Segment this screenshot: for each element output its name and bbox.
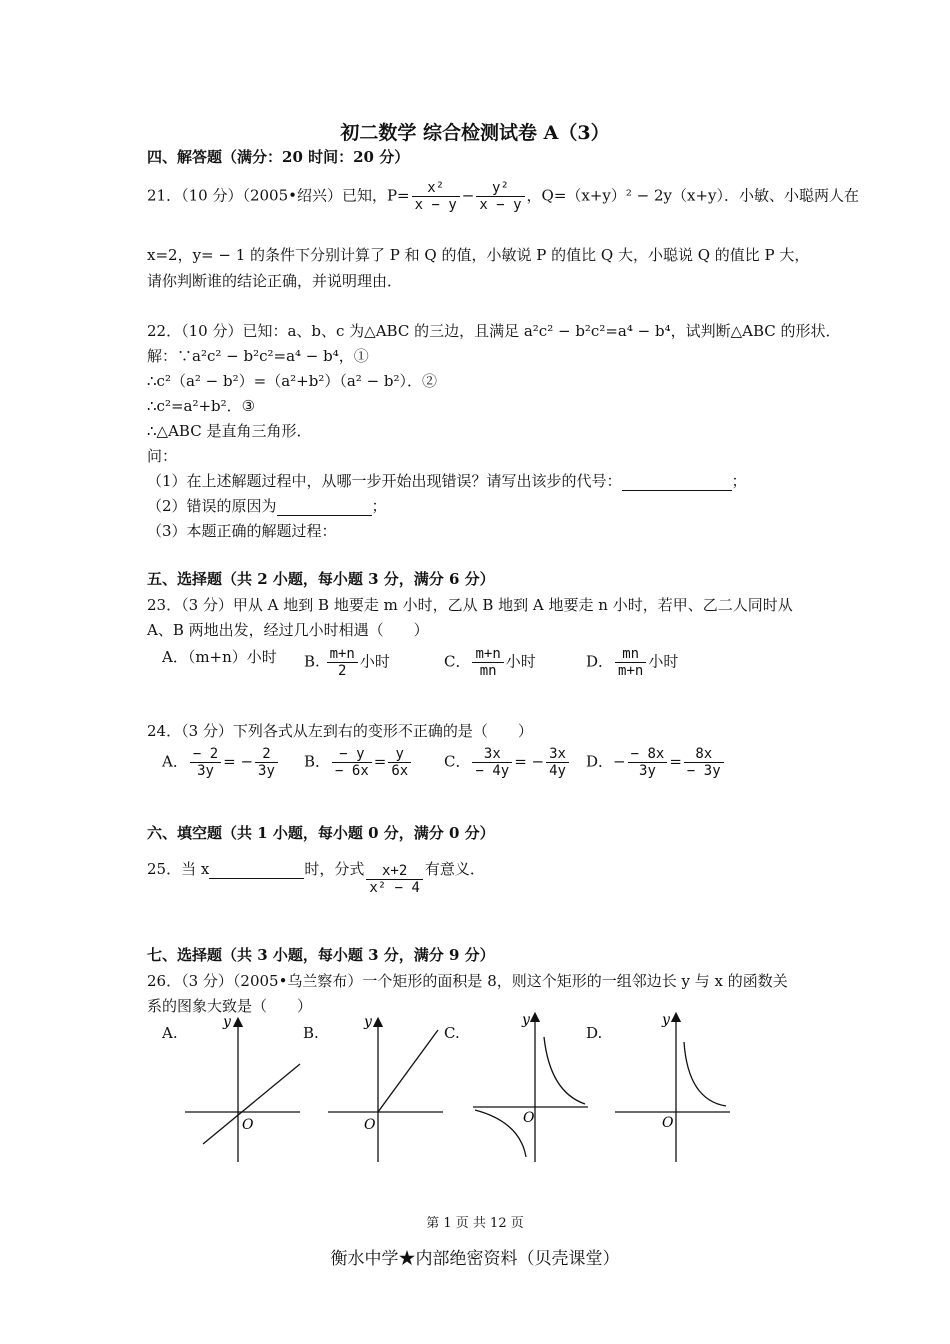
q23-c-fraction [472,646,503,679]
section-6-heading: 六、填空题（共 1 小题，每小题 0 分，满分 0 分） [147,824,495,842]
q21-minus: − [461,186,475,205]
q24-c2-den: 4y [549,763,566,779]
q26-graph-b[interactable] [328,1012,448,1167]
q24-d1-num: − 8x [628,746,668,763]
q25-fraction [366,863,423,896]
q24-d-minus: − [613,752,626,771]
q24-a2-num: 2 [255,746,278,763]
q25-num: x+2 [366,863,423,880]
q24-a2-den: 3y [258,763,275,779]
y-label: y [522,1012,530,1028]
q24-b1-den: − 6x [335,763,369,779]
q24-a1-den: 3y [197,763,214,779]
q22-line1: 22．（10 分）已知：a、b、c 为△ABC 的三边，且满足 a²c² − b²c²=a⁴ − b⁴，试判断△ABC 的形状． [147,322,841,340]
q24-d2-num: 8x [684,746,724,763]
q22-line4: ∴c²=a²+b²．③ [147,397,256,415]
q24-b-eq: = [373,752,387,771]
q24-b2-den: 6x [391,763,409,779]
q22-line6: 问： [147,447,178,465]
page-title: 初二数学 综合检测试卷 A（3） [340,122,610,144]
q24-c-frac2 [546,746,569,779]
q23-option-d[interactable] [586,646,678,679]
q24-line1: 24．（3 分）下列各式从左到右的变形不正确的是（ ） [147,722,533,740]
q26-graph-c[interactable] [470,1012,590,1167]
q23-option-b[interactable] [304,646,390,679]
q22-line9: （3）本题正确的解题过程： [147,522,337,540]
q21-f2-num: y² [476,180,524,197]
origin-label: O [523,1110,535,1126]
q23-d-label: D． [586,652,614,671]
q24-option-b[interactable] [304,746,413,779]
graph-ray [378,1030,438,1112]
q23-b-fraction [327,646,358,679]
q23-c-den: mn [479,663,497,679]
q24-b-frac2 [388,746,411,779]
q24-c-eq: = − [514,752,545,771]
q22-part2-text: （2）错误的原因为 [147,497,277,515]
origin-label: O [662,1115,674,1131]
q23-option-a[interactable]: A．（m+n）小时 [162,648,277,666]
q23-c-num: m+n [472,646,503,663]
q21-line2: x=2，y= − 1 的条件下分别计算了 P 和 Q 的值，小敏说 P 的值比 Q 大，小聪说 Q 的值比 P 大， [147,246,810,264]
footer-text: 衡水中学★内部绝密资料（贝壳课堂） [330,1249,620,1269]
q25-suffix: 有意义． [424,860,485,878]
y-label: y [662,1012,670,1028]
q23-d-den: m+n [618,663,644,679]
q24-a-eq: = − [223,752,254,771]
q24-c2-num: 3x [546,746,569,763]
q24-d1-den: 3y [639,763,656,779]
q21-f2-den: x − y [479,197,522,213]
q26-option-a-label[interactable]: A. [162,1024,178,1042]
q24-option-c[interactable] [444,746,571,779]
q24-d-frac2 [684,746,724,779]
q22-line2: 解：∵a²c² − b²c²=a⁴ − b⁴，① [147,347,369,365]
page-number: 第 1 页 共 12 页 [426,1216,524,1231]
y-label: y [223,1014,231,1030]
q22-part1-text: （1）在上述解题过程中，从哪一步开始出现错误？请写出该步的代号： [147,472,622,490]
section-4-heading: 四、解答题（满分：20 时间：20 分） [147,148,410,166]
q24-b-label: B． [304,752,331,771]
q21-f1-num: x² [412,180,460,197]
q26-line1: 26．（3 分）（2005•乌兰察布）一个矩形的面积是 8，则这个矩形的一组邻边长 y 与 x 的函数关 [147,972,788,990]
section-7-heading: 七、选择题（共 3 小题，每小题 3 分，满分 9 分） [147,946,495,964]
q22-line3: ∴c²（a² − b²）=（a²+b²）（a² − b²）．② [147,372,438,390]
section-5-heading: 五、选择题（共 2 小题，每小题 3 分，满分 6 分） [147,570,495,588]
q21-line1 [147,180,859,213]
q24-a1-num: − 2 [190,746,221,763]
q23-b-label: B. [304,652,320,671]
q24-d-eq: = [669,752,682,771]
q23-option-c[interactable] [444,646,536,679]
q23-line1: 23．（3 分）甲从 A 地到 B 地要走 m 小时，乙从 B 地到 A 地要走 n 小时，若甲、乙二人同时从 [147,596,793,614]
q23-d-num: mn [615,646,646,663]
q25-answer-blank[interactable] [209,860,304,879]
q23-d-unit: 小时 [648,652,679,671]
q24-c1-num: 3x [472,746,512,763]
q23-b-unit: 小时 [359,652,390,671]
q23-b-num: m+n [327,646,358,663]
origin-label: O [242,1117,254,1133]
q23-c-unit: 小时 [505,652,536,671]
q25-prefix: 25．当 x [147,860,210,878]
q22-answer-blank-2[interactable] [277,497,372,516]
q24-b1-num: − y [332,746,372,763]
q24-b-frac1 [332,746,372,779]
hyperbola-branch [684,1042,726,1106]
q24-b2-num: y [388,746,411,763]
q26-graph-d[interactable] [612,1012,732,1167]
q24-a-label: A． [162,752,188,771]
q24-d-label: D． [586,752,614,771]
q24-c-frac1 [472,746,512,779]
q25-den: x² − 4 [369,880,420,896]
q26-line2: 系的图象大致是（ ） [147,997,313,1015]
q23-c-label: C． [444,652,471,671]
q21-suffix: ，Q=（x+y）² − 2y（x+y）．小敏、小聪两人在 [526,186,860,205]
q24-a-frac1 [190,746,221,779]
q22-answer-blank-1[interactable] [622,472,732,491]
q24-c-label: C． [444,752,471,771]
q23-line2: A、B 两地出发，经过几小时相遇（ ） [147,621,429,639]
q22-part2-end: ； [371,497,387,515]
q21-fraction-1 [412,180,460,213]
q23-d-fraction [615,646,646,679]
q26-graph-a[interactable] [185,1012,305,1167]
q21-f1-den: x − y [414,197,457,213]
y-label: y [364,1014,372,1030]
q24-option-a[interactable] [162,746,280,779]
q24-option-d[interactable] [586,746,726,779]
q22-line8 [147,495,387,516]
hyperbola-branch-1 [544,1037,585,1104]
q24-c1-den: − 4y [475,763,510,779]
q24-d2-den: − 3y [686,763,721,779]
q26-option-d-label[interactable]: D. [586,1024,603,1042]
q21-prefix: 21．（10 分）（2005•绍兴）已知，P= [147,186,410,205]
q24-a-frac2 [255,746,278,779]
q22-line5: ∴△ABC 是直角三角形． [147,422,312,440]
q26-option-b-label[interactable]: B. [303,1024,319,1042]
q25-mid: 时，分式 [304,860,365,878]
q22-part1-end: ； [731,472,747,490]
q21-line3: 请你判断谁的结论正确，并说明理由． [147,272,403,290]
hyperbola-branch-3 [475,1110,526,1157]
q25-line [147,858,485,896]
q26-option-c-label[interactable]: C. [444,1024,460,1042]
q21-fraction-2 [476,180,524,213]
q23-b-den: 2 [338,663,347,679]
q22-line7 [147,470,747,491]
origin-label: O [364,1117,376,1133]
q24-d-frac1 [628,746,668,779]
